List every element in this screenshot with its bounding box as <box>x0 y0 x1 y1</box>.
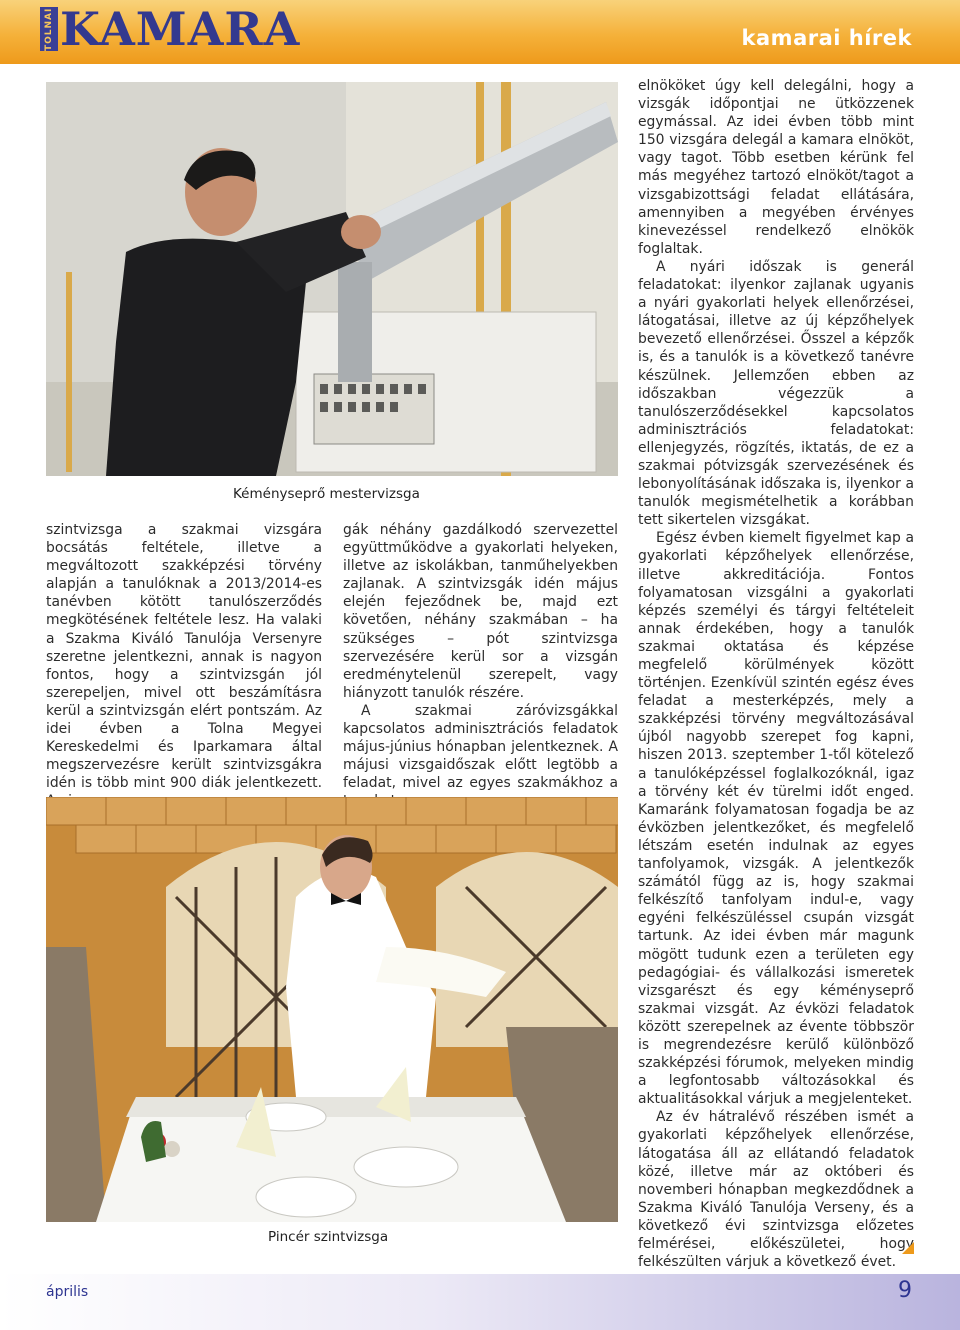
left-paragraph: szintvizsga a szakmai vizsgára bocsátás feltétele, illetve a megváltozott szakképzési törvény alapján a tanulóknak a 2013/2014-es tanévben kötött tanulószerződés megkötésének feltétele lesz. Ha valaki a Szakma Kiváló Tanulója Versenyre szeretne jelentkezni, annak is nagyon fontos, hogy a szintvizsgán jól szerepeljen, mivel ott beszámításra kerül a szintvizsgán elért pontszám. Az idei évben a Tolna Megyei Kereskedelmi és Iparkamara által megszervezésre került szintvizsgákra idén is több mint 900 diák jelentkezett. <box>46 522 322 792</box>
page-number: 9 <box>898 1278 912 1303</box>
right-paragraph: A nyári időszak is generál feladatokat: ilyenkor zajlanak ugyanis a nyári gyakorlati helyek ellenőrzései, látogatásai, illetve az új képzőhelyek bevezető ellenőrzései. Ősszel a képzők is, és a tanulók is a következő tanévre készülnek. Jellemzően ebben az időszakban végezzük a tanulószerződésekkel kapcsolatos adminisztrációs feladatokat: ellenjegyzés, rögzítés, iktatás, de ez a szakmai pótvizsgák szervezésének és lebonyolításának időszaka is, ilyenkor a tanulók megismételhetik a korábban tett sikertelen vizsgákat. <box>638 258 914 529</box>
left-column-text <box>46 521 322 811</box>
middle-paragraph: A szakmai záróvizsgákkal kapcsolatos adminisztrációs feladatok május-június hónapban jelentkeznek. A májusi vizsgaidőszak előtt legtöbb a feladat, mivel az egyes szakmákhoz a <box>343 702 618 792</box>
end-mark-triangle-icon <box>902 1242 914 1254</box>
kamara-logo <box>40 2 301 56</box>
right-paragraph: Az év hátralévő részében ismét a gyakorlati képzőhelyek ellenőrzése, látogatása áll az ellátandó feladatok közé, illetve már az októberi és novemberi hónapban megkezdődnek a Szakma Kiváló Tanulója Verseny, és a következő évi szintvizsga előzetes felmérései, előkészületei, hogy felkészülten várjuk a következő évet. <box>638 1109 914 1271</box>
right-paragraph: Egész évben kiemelt figyelmet kap a gyakorlati képzőhelyek ellenőrzése, illetve akkreditációja. Fontos folyamatosan vizsgálni a gyakorlati képzés személyi és tárgyi feltételeit annak érdekében, hogy a tanulók szakmai oktatása és képzése megfelelő körülmények között történjen. Ezenkívül szintén egész éves feladat a mesterképzés, mely a szakképzési törvény megváltozásával újból nagyobb szerepet fog kapni, hiszen 2013. szeptember 1-től kötelező a tanulóképzéssel foglalkozóknál, igaz a törvény két év türelmi időt enged. Kamaránk folyamatosan fogadja be az évközben jelentkezőket, és megfelelő létszám esetén indulnak az egyes tanfolyamok, vizsgák. A jelentkezők számától függ az is, hogy szakmai felkészítő tanfolyam indul-e, vagy egyéni felkészüléssel csupán vizsgát tartunk. Az idei évben már magunk mögött tudunk ezen a területen egy pedagógiai- és vállalkozási ismeretek vizsgarészt és egy kéményseprő szakmai vizsgát. Az évközi feladatok között szerepelnek az évente többször is megrendezésre kerülő különböző szakképzési fórumok, melyeken mindig a legfontosabb változásokkal és aktualitásokkal várjuk a megjelenteket. <box>638 530 914 1108</box>
logo-prefix: TOLNAI <box>40 7 58 51</box>
right-paragraph: elnököket úgy kell delegálni, hogy a vizsgák időpontjai ne ütközzenek egymással. Az idei évben több mint 150 vizsgára delegál a kamara elnököt, vagy tagot. Több esetben kérünk fel más megyéhez tartozó elnököt/tagot a vizsgabizottsági feladat ellátására, amennyiben a megyében érvényes kinevezéssel rendelkező elnökök foglaltak. <box>638 78 914 257</box>
waiter-photo-caption: Pincér szintvizsga <box>268 1229 389 1245</box>
footer-band <box>0 1274 960 1330</box>
chimney-photo-caption: Kéményseprő mestervizsga <box>233 486 420 502</box>
footer-month: április <box>46 1284 89 1300</box>
chimney-sweep-photo <box>46 82 618 476</box>
middle-column-text <box>343 521 618 811</box>
section-title: kamarai hírek <box>741 26 912 50</box>
middle-paragraph: gák néhány gazdálkodó szervezettel együttműködve a gyakorlati helyeken, illetve az iskolákban, tanműhelyekben zajlanak. A szintvizsgák idén május elején fejeződnek be, majd ezt követően, néhány szakmában – ha szükséges – pót szintvizsga szervezésére kerül sor a vizsgán eredménytelenül szerepelt, vagy hiányzott tanulók részére. <box>343 522 618 701</box>
logo-word: KAMARA <box>60 2 301 56</box>
waiter-photo <box>46 797 618 1222</box>
right-column-text <box>638 77 914 1271</box>
